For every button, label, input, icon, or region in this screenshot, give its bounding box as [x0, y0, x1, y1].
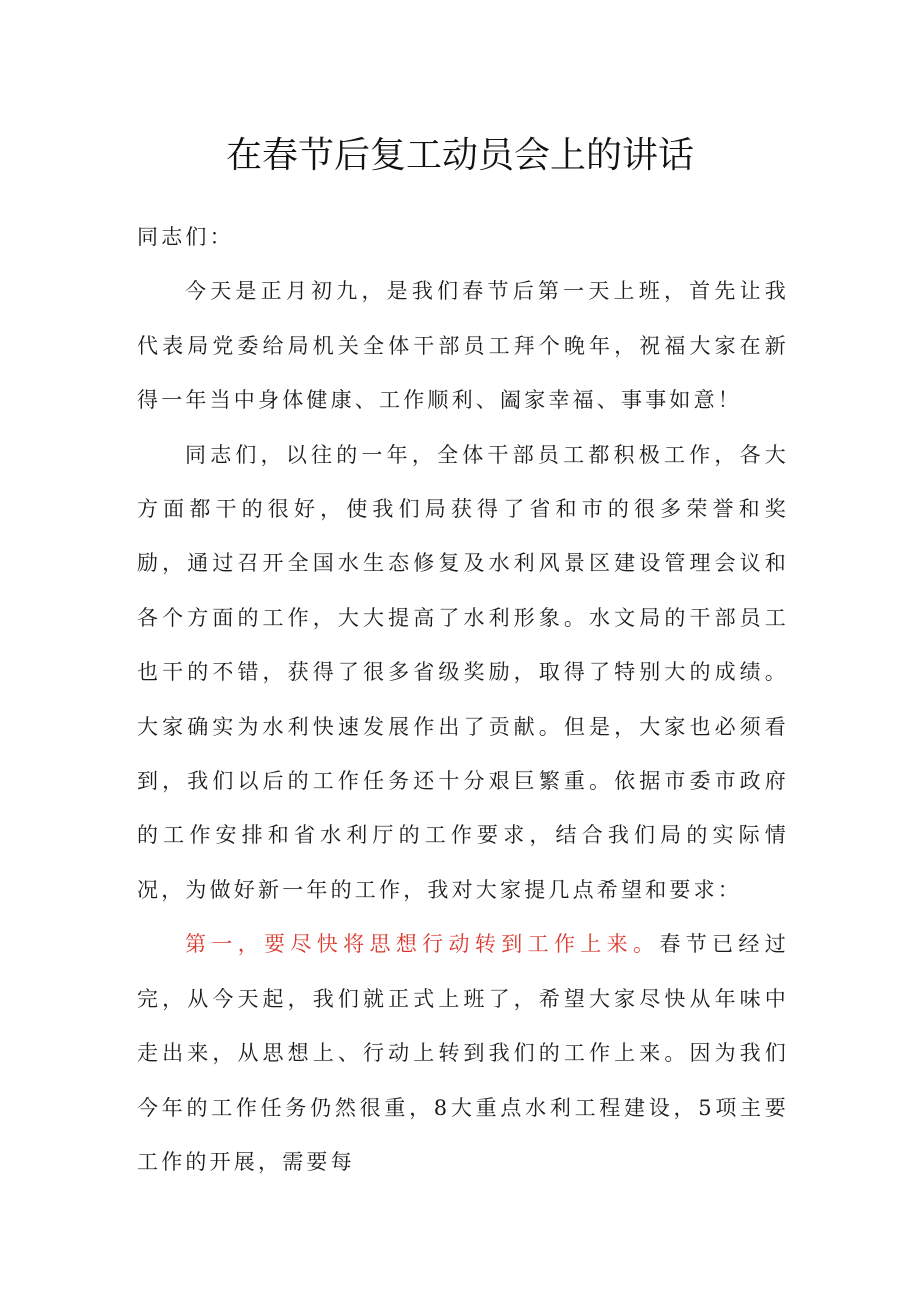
requirement-text: 春节已经过完，从今天起，我们就正式上班了，希望大家尽快从年味中走出来，从思想上、行动上转到我们的工作上来。因为我们今年的工作任务仍然很重，8大重点水利工程建设，5项主要工作的开展，需要每	[137, 932, 789, 1174]
salutation: 同志们：	[137, 225, 234, 249]
document-body	[137, 210, 789, 1189]
paragraph-review: 同志们，以往的一年，全体干部员工都积极工作，各大方面都干的很好，使我们局获得了省和市的很多荣誉和奖励，通过召开全国水生态修复及水利风景区建设管理会议和各个方面的工作，大大提高了水利形象。水文局的干部员工也干的不错，获得了很多省级奖励，取得了特别大的成绩。大家确实为水利快速发展作出了贡献。但是，大家也必须看到，我们以后的工作任务还十分艰巨繁重。依据市委市政府的工作安排和省水利厅的工作要求，结合我们局的实际情况，为做好新一年的工作，我对大家提几点希望和要求：	[137, 442, 789, 902]
paragraph-greeting: 今天是正月初九，是我们春节后第一天上班，首先让我代表局党委给局机关全体干部员工拜个晚年，祝福大家在新得一年当中身体健康、工作顺利、阖家幸福、事事如意！	[137, 279, 789, 413]
document-title: 在春节后复工动员会上的讲话	[225, 135, 694, 176]
requirement-heading: 第一，要尽快将思想行动转到工作上来。	[185, 932, 660, 957]
paragraph-requirement-one	[137, 917, 789, 1189]
